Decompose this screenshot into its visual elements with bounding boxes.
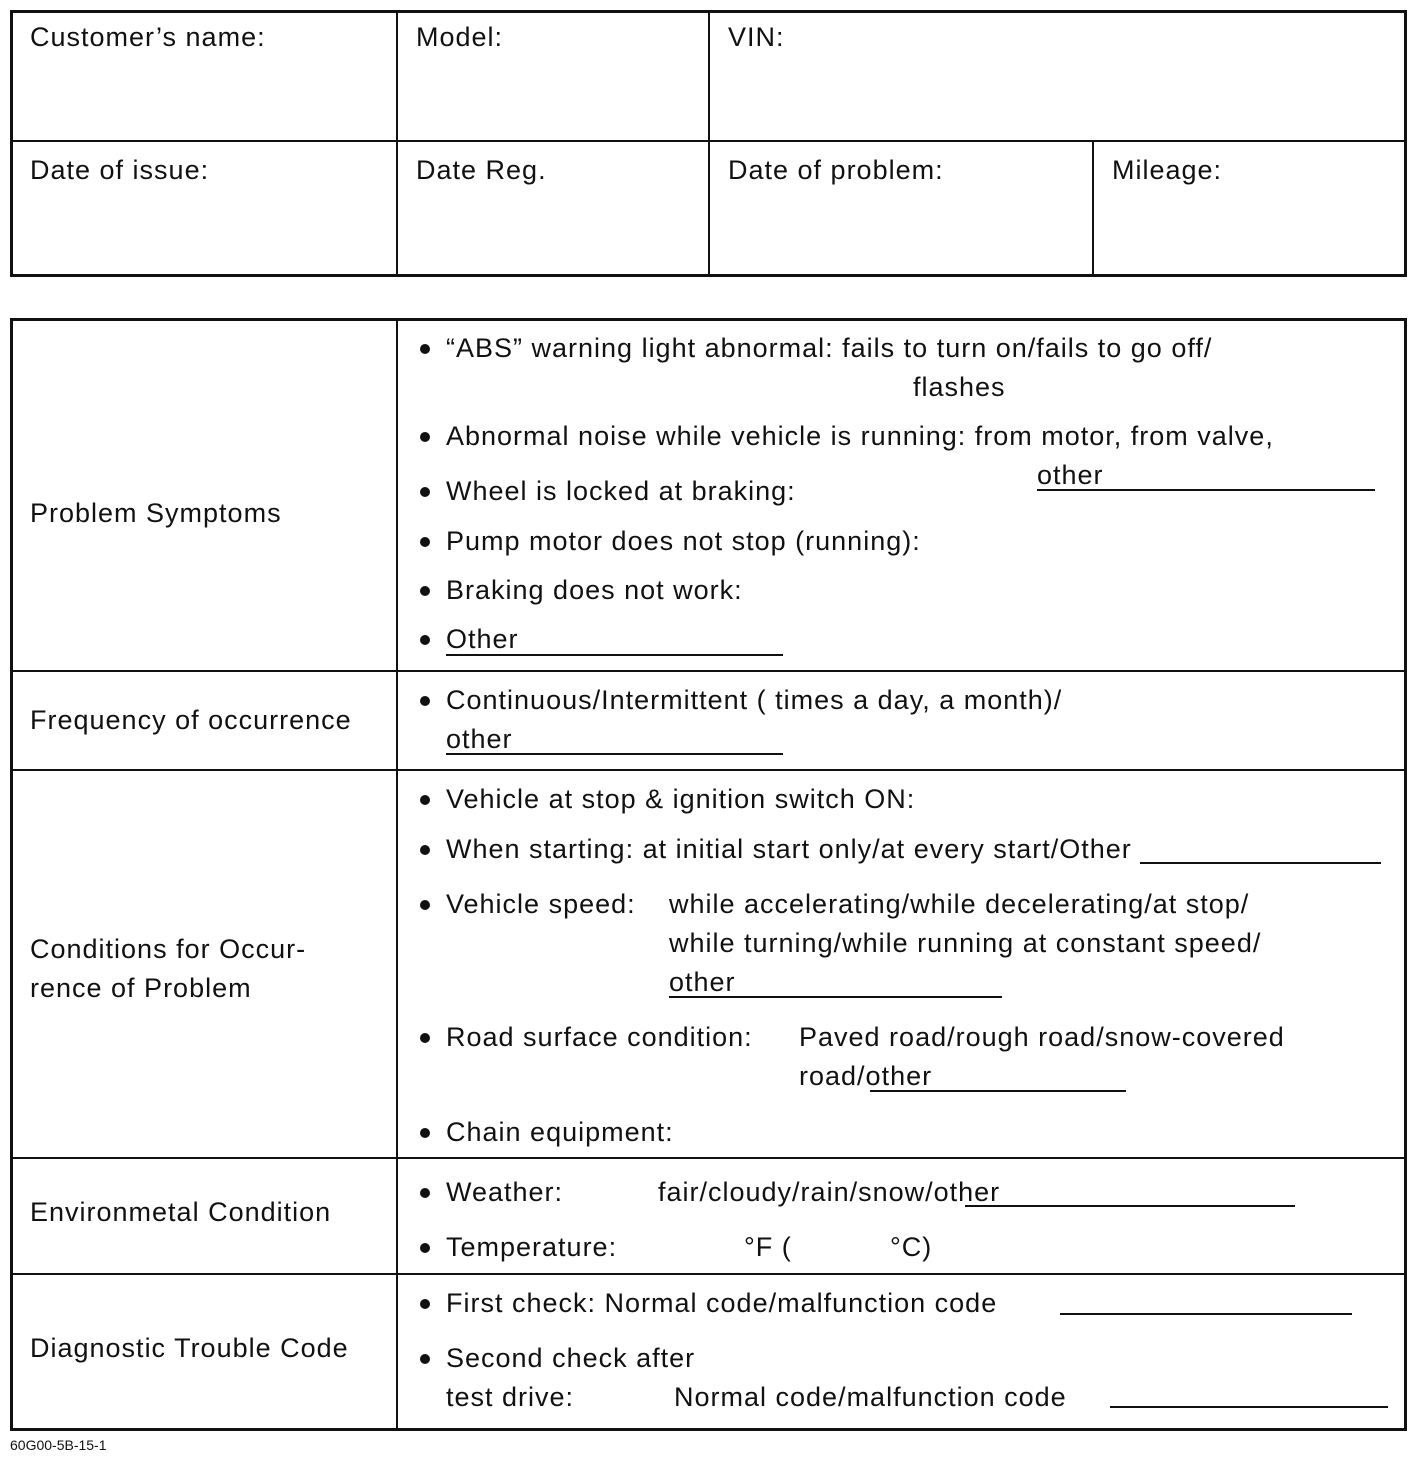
- vehicle-speed-label: Vehicle speed:: [446, 889, 636, 919]
- second-check-blank[interactable]: [1110, 1406, 1388, 1408]
- conditions-label-line1: Conditions for Occur-: [30, 934, 307, 964]
- bullet: [420, 1243, 430, 1253]
- when-starting-text: When starting: at initial start only/at every start/: [446, 834, 1060, 864]
- temperature-f-field[interactable]: °F (: [744, 1232, 792, 1262]
- row-divider-4: [10, 1273, 1407, 1275]
- abnormal-noise-option[interactable]: Abnormal noise while vehicle is running: from motor, from valve,: [446, 421, 1274, 451]
- road-surface-other[interactable]: other: [865, 1061, 933, 1091]
- vehicle-speed-options-2[interactable]: while turning/while running at constant speed/: [669, 928, 1262, 958]
- header-col-divider-2: [708, 10, 710, 277]
- header-col-divider-1: [396, 10, 398, 277]
- mileage-field[interactable]: Mileage:: [1112, 155, 1223, 185]
- dtc-label: Diagnostic Trouble Code: [30, 1333, 349, 1363]
- speed-other-blank[interactable]: [669, 996, 1002, 998]
- symptom-other-blank[interactable]: [446, 654, 783, 656]
- chain-equipment-option[interactable]: Chain equipment:: [446, 1117, 674, 1147]
- second-check-option[interactable]: Normal code/malfunction code: [674, 1382, 1067, 1412]
- bullet: [420, 537, 430, 547]
- road-surface-options-1[interactable]: Paved road/rough road/snow-covered: [799, 1022, 1285, 1052]
- when-starting-option[interactable]: [446, 836, 1132, 863]
- bullet: [420, 586, 430, 596]
- figure-code: 60G00-5B-15-1: [10, 1437, 107, 1453]
- date-of-issue-field[interactable]: Date of issue:: [30, 155, 210, 185]
- date-reg-field[interactable]: Date Reg.: [416, 155, 547, 185]
- vin-field[interactable]: VIN:: [728, 22, 785, 52]
- weather-other[interactable]: other: [933, 1177, 1001, 1207]
- temperature-c-field[interactable]: °C): [890, 1232, 933, 1262]
- frequency-other-blank[interactable]: [446, 753, 783, 755]
- road-other-blank[interactable]: [870, 1090, 1126, 1092]
- pump-motor-option[interactable]: Pump motor does not stop (running):: [446, 526, 921, 556]
- conditions-label-line2: rence of Problem: [30, 973, 252, 1003]
- vehicle-speed-options-1[interactable]: while accelerating/while decelerating/at stop/: [669, 889, 1250, 919]
- road-surface-label: Road surface condition:: [446, 1022, 753, 1052]
- bullet: [420, 1188, 430, 1198]
- road-surface-text: road/: [799, 1061, 866, 1091]
- main-col-divider: [396, 318, 398, 1431]
- bullet: [420, 1354, 430, 1364]
- problem-symptoms-label: Problem Symptoms: [30, 498, 282, 528]
- customer-name-field[interactable]: Customer’s name:: [30, 22, 266, 52]
- bullet: [420, 487, 430, 497]
- abnormal-noise-other[interactable]: other: [1037, 460, 1104, 490]
- temperature-label: Temperature:: [446, 1232, 618, 1262]
- second-check-label: Second check after: [446, 1343, 696, 1373]
- starting-other-blank[interactable]: [1140, 862, 1381, 864]
- bullet: [420, 635, 430, 645]
- bullet: [420, 1299, 430, 1309]
- abs-warning-flashes[interactable]: flashes: [913, 372, 1006, 402]
- row-divider-3: [10, 1157, 1407, 1159]
- model-field[interactable]: Model:: [416, 22, 504, 52]
- header-col-divider-3: [1092, 140, 1094, 277]
- bullet: [420, 1128, 430, 1138]
- noise-other-blank[interactable]: [1037, 489, 1375, 491]
- first-check-option[interactable]: First check: Normal code/malfunction code: [446, 1288, 998, 1318]
- road-surface-options-2[interactable]: [799, 1063, 932, 1090]
- vehicle-speed-other[interactable]: other: [669, 967, 736, 997]
- frequency-option[interactable]: Continuous/Intermittent ( times a day, a month)/: [446, 685, 1063, 715]
- vehicle-stop-option[interactable]: Vehicle at stop & ignition switch ON:: [446, 784, 916, 814]
- wheel-locked-option[interactable]: Wheel is locked at braking:: [446, 476, 796, 506]
- braking-option[interactable]: Braking does not work:: [446, 575, 743, 605]
- bullet: [420, 900, 430, 910]
- frequency-label: Frequency of occurrence: [30, 705, 352, 735]
- bullet: [420, 344, 430, 354]
- bullet: [420, 845, 430, 855]
- abs-warning-option[interactable]: “ABS” warning light abnormal: fails to turn on/fails to go off/: [446, 333, 1213, 363]
- environment-label: Environmetal Condition: [30, 1197, 332, 1227]
- symptom-other-option[interactable]: Other: [446, 624, 519, 654]
- weather-options-text: fair/cloudy/rain/snow/: [658, 1177, 934, 1207]
- test-drive-label: test drive:: [446, 1382, 575, 1412]
- when-starting-other[interactable]: Other: [1059, 834, 1132, 864]
- weather-label: Weather:: [446, 1177, 564, 1207]
- row-divider-2: [10, 769, 1407, 771]
- weather-other-blank[interactable]: [965, 1205, 1295, 1207]
- weather-options[interactable]: [658, 1179, 1000, 1206]
- bullet: [420, 696, 430, 706]
- first-check-blank[interactable]: [1060, 1313, 1352, 1315]
- bullet: [420, 432, 430, 442]
- row-divider-1: [10, 670, 1407, 672]
- bullet: [420, 795, 430, 805]
- bullet: [420, 1033, 430, 1043]
- frequency-other[interactable]: other: [446, 724, 513, 754]
- date-of-problem-field[interactable]: Date of problem:: [728, 155, 944, 185]
